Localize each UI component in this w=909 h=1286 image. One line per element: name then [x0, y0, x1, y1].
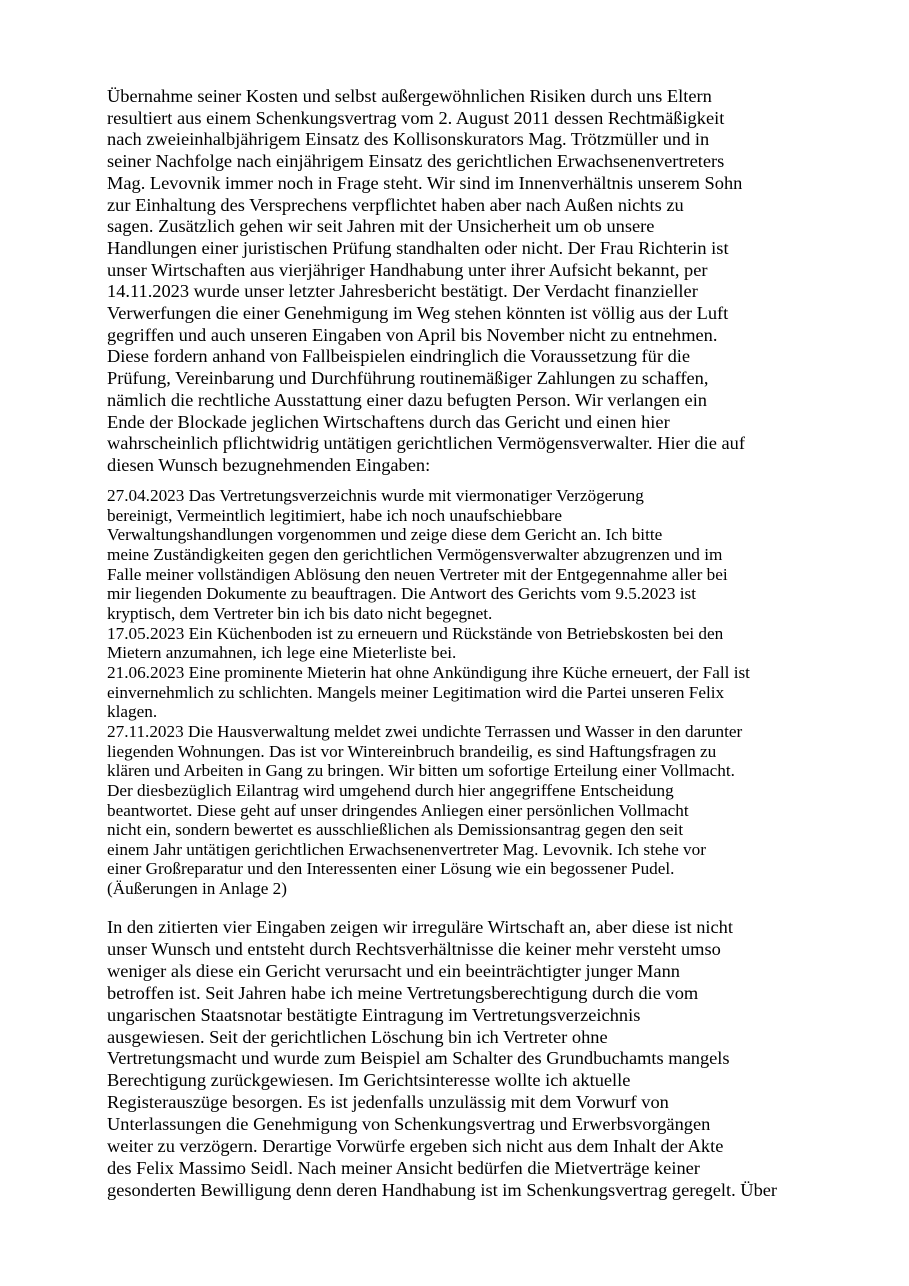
text-line: 21.06.2023 Eine prominente Mieterin hat ohne Ankündigung ihre Küche erneuert, der Fall ist: [107, 662, 750, 682]
text-line: Ende der Blockade jeglichen Wirtschaftens durch das Gericht und einen hier: [107, 411, 670, 432]
text-line: ausgewiesen. Seit der gerichtlichen Löschung bin ich Vertreter ohne: [107, 1026, 608, 1047]
text-line: nicht ein, sondern bewertet es ausschließlichen als Demissionsantrag gegen den seit: [107, 820, 684, 840]
text-line: Berechtigung zurückgewiesen. Im Gerichtsinteresse wollte ich aktuelle: [107, 1070, 631, 1091]
text-line: (Äußerungen in Anlage 2): [107, 879, 287, 899]
text-line: kryptisch, dem Vertreter bin ich bis dato nicht begegnet.: [107, 603, 493, 623]
text-line: zur Einhaltung des Versprechens verpflichtet haben aber nach Außen nichts zu: [107, 194, 684, 215]
text-line: klären und Arbeiten in Gang zu bringen. Wir bitten um sofortige Erteilung einer Vollmacht.: [107, 761, 735, 781]
text-line: Diese fordern anhand von Fallbeispielen eindringlich die Voraussetzung für die: [107, 346, 691, 367]
paragraph-1: [107, 86, 807, 477]
text-line: Unterlassungen die Genehmigung von Schenkungsvertrag und Erwerbsvorgängen: [107, 1114, 711, 1135]
text-line: Mag. Levovnik immer noch in Frage steht. Wir sind im Innenverhältnis unserem Sohn: [107, 172, 743, 193]
text-line: Vertretungsmacht und wurde zum Beispiel am Schalter des Grundbuchamts mangels: [107, 1048, 730, 1069]
text-line: ungarischen Staatsnotar bestätigte Eintragung im Vertretungsverzeichnis: [107, 1004, 641, 1025]
entries-list: [107, 486, 807, 899]
text-line: meine Zuständigkeiten gegen den gerichtlichen Vermögensverwalter abzugrenzen und im: [107, 544, 723, 564]
text-line: Falle meiner vollständigen Ablösung den neuen Vertreter mit der Entgegennahme aller bei: [107, 564, 728, 584]
text-line: unser Wunsch und entsteht durch Rechtsverhältnisse die keiner mehr versteht umso: [107, 938, 721, 959]
text-line: Der diesbezüglich Eilantrag wird umgehend durch hier angegriffene Entscheidung: [107, 780, 674, 800]
text-line: nämlich die rechtliche Ausstattung einer dazu befugten Person. Wir verlangen ein: [107, 389, 707, 410]
text-line: des Felix Massimo Seidl. Nach meiner Ansicht bedürfen die Mietverträge keiner: [107, 1157, 700, 1178]
text-line: 17.05.2023 Ein Küchenboden ist zu erneuern und Rückstände von Betriebskosten bei den: [107, 623, 724, 643]
text-line: mir liegenden Dokumente zu beauftragen. Die Antwort des Gerichts vom 9.5.2023 ist: [107, 584, 697, 604]
text-line: liegenden Wohnungen. Das ist vor Wintereinbruch brandeilig, es sind Haftungsfragen zu: [107, 741, 717, 761]
text-line: einer Großreparatur und den Interessenten einer Lösung wie ein begossener Pudel.: [107, 859, 675, 879]
text-line: Prüfung, Vereinbarung und Durchführung routinemäßiger Zahlungen zu schaffen,: [107, 368, 709, 389]
text-line: 27.04.2023 Das Vertretungsverzeichnis wurde mit viermonatiger Verzögerung: [107, 486, 644, 505]
text-line: seiner Nachfolge nach einjährigem Einsatz des gerichtlichen Erwachsenenvertreters: [107, 151, 725, 172]
text-line: Verwerfungen die einer Genehmigung im Weg stehen könnten ist völlig aus der Luft: [107, 303, 729, 324]
text-line: diesen Wunsch bezugnehmenden Eingaben:: [107, 454, 431, 475]
text-line: bereinigt, Vermeintlich legitimiert, habe ich noch unaufschiebbare: [107, 505, 562, 525]
text-line: Verwaltungshandlungen vorgenommen und zeige diese dem Gericht an. Ich bitte: [107, 525, 663, 545]
text-line: beantwortet. Diese geht auf unser dringendes Anliegen einer persönlichen Vollmacht: [107, 800, 689, 820]
text-line: einem Jahr untätigen gerichtlichen Erwachsenenvertreter Mag. Levovnik. Ich stehe vor: [107, 839, 706, 859]
text-line: gegriffen und auch unseren Eingaben von April bis November nicht zu entnehmen.: [107, 324, 718, 345]
text-line: nach zweieinhalbjährigem Einsatz des Kollisonskurators Mag. Trötzmüller und in: [107, 129, 710, 150]
text-line: gesonderten Bewilligung denn deren Handhabung ist im Schenkungsvertrag geregelt. Über: [107, 1179, 778, 1200]
text-line: Übernahme seiner Kosten und selbst außergewöhnlichen Risiken durch uns Eltern: [107, 86, 712, 106]
text-line: 27.11.2023 Die Hausverwaltung meldet zwei undichte Terrassen und Wasser in den darunter: [107, 721, 743, 741]
text-line: sagen. Zusätzlich gehen wir seit Jahren mit der Unsicherheit um ob unsere: [107, 216, 655, 237]
text-line: Mietern anzumahnen, ich lege eine Mieterliste bei.: [107, 643, 457, 663]
text-line: betroffen ist. Seit Jahren habe ich meine Vertretungsberechtigung durch die vom: [107, 982, 699, 1003]
text-line: In den zitierten vier Eingaben zeigen wir irreguläre Wirtschaft an, aber diese ist nicht: [107, 917, 733, 937]
text-line: Registerauszüge besorgen. Es ist jedenfalls unzulässig mit dem Vorwurf von: [107, 1092, 669, 1113]
text-line: 14.11.2023 wurde unser letzter Jahresbericht bestätigt. Der Verdacht finanzieller: [107, 281, 698, 302]
text-line: wahrscheinlich pflichtwidrig untätigen gerichtlichen Vermögensverwalter. Hier die auf: [107, 433, 746, 454]
text-line: weniger als diese ein Gericht verursacht und ein beeinträchtigter junger Mann: [107, 960, 680, 981]
text-line: unser Wirtschaften aus vierjähriger Handhabung unter ihrer Aufsicht bekannt, per: [107, 259, 708, 280]
text-line: klagen.: [107, 702, 158, 722]
text-line: resultiert aus einem Schenkungsvertrag vom 2. August 2011 dessen Rechtmäßigkeit: [107, 107, 725, 128]
text-line: weiter zu verzögern. Derartige Vorwürfe ergeben sich nicht aus dem Inhalt der Akte: [107, 1136, 724, 1157]
paragraph-2: [107, 917, 807, 1202]
text-line: Handlungen einer juristischen Prüfung standhalten oder nicht. Der Frau Richterin ist: [107, 237, 729, 258]
text-line: einvernehmlich zu schlichten. Mangels meiner Legitimation wird die Partei unseren Felix: [107, 682, 725, 702]
